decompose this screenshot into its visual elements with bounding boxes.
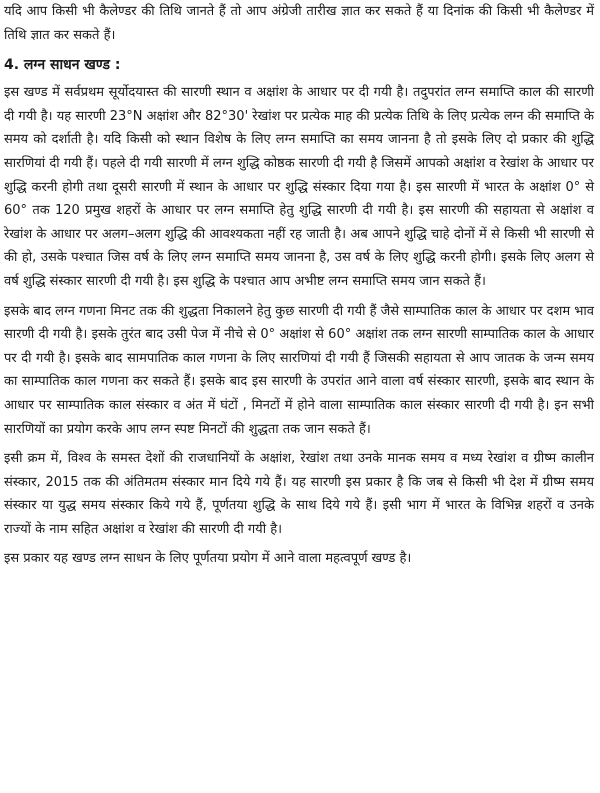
document-page xyxy=(4,0,594,571)
intro-paragraph: यदि आप किसी भी कैलेण्डर की तिथि जानते हैं तो आप अंग्रेजी तारीख ज्ञात कर सकते हैं या दिनांक की किसी भी कैलेण्डर में तिथि ज्ञात कर सकते हैं। xyxy=(4,4,594,43)
section-paragraph-4: इस प्रकार यह खण्ड लग्न साधन के लिए पूर्णतया प्रयोग में आने वाला महत्वपूर्ण खण्ड है। xyxy=(4,551,412,567)
section-paragraph-2: इसके बाद लग्न गणना मिनट तक की शुद्धता निकालने हेतु कुछ सारणी दी गयी हैं जैसे साम्पातिक काल के आधार पर दशम भाव सारणी दी गयी है। इसके तुरंत बाद उसी पेज में नीचे से 0° अक्षांश से 60° अक्षांश तक लग्न सारणी साम्पातिक काल के आधार पर दी गयी है। इसके बाद सामपातिक काल गणना के लिए सारणियां दी गयी हैं जिसकी सहायता से आप जातक के जन्म समय का साम्पातिक काल गणना कर सकते हैं। इसके बाद इस सारणी के उपरांत आने वाला वर्ष संस्कार सारणी, इसके बाद स्थान के आधार पर साम्पातिक काल संस्कार व अंत में घंटों , मिनटों में होने वाला साम्पातिक काल संस्कार सारणी दी गयी है। इन सभी सारणियों का प्रयोग करके आप लग्न स्पष्ट मिनटों की शुद्धता तक जान सकते हैं। xyxy=(4,303,594,437)
section-paragraph-1: इस खण्ड में सर्वप्रथम सूर्योदयास्त की सारणी स्थान व अक्षांश के आधार पर दी गयी है। तदुपरांत लग्न समाप्ति काल की सारणी दी गयी है। यह सारणी 23°N अक्षांश और 82°30' रेखांश पर प्रत्येक माह की प्रत्येक तिथि के लिए प्रत्येक लग्न की समाप्ति के समय को दर्शाती है। यदि किसी को स्थान विशेष के लिए लग्न समाप्ति का समय जानना है तो इसके लिए दो प्रकार की शुद्धि सारणियां दी गयी हैं। पहले दी गयी सारणी में लग्न शुद्धि कोष्ठक सारणी दी गयी है जिसमें आपको अक्षांश व रेखांश के आधार पर शुद्धि करनी होगी तथा दूसरी सारणी में स्थान के आधार पर शुद्धि संस्कार दिया गया है। इस सारणी में भारत के अक्षांश 0° से 60° तक 120 प्रमुख शहरों के आधार पर लग्न समाप्ति हेतु शुद्धि सारणी दी गयी है। इस सारणी की सहायता से अक्षांश व रेखांश के आधार पर अलग–अलग शुद्धि की आवश्यकता नहीं रह जाती है। अब आपने शुद्धि चाहे दोनों में से किसी भी सारणी से की हो, उसके पश्चात जिस वर्ष के लिए लग्न समाप्ति समय जानना है, उस वर्ष के लिए शुद्धि करनी होगी। इसके लिए अलग से वर्ष शुद्धि संस्कार सारणी दी गयी है। इस शुद्धि के पश्चात आप अभीष्ट लग्न समाप्ति समय जान सकते हैं। xyxy=(4,85,594,289)
section-heading: 4. लग्न साधन खण्ड : xyxy=(4,57,121,74)
section-paragraph-3: इसी क्रम में, विश्व के समस्त देशों की राजधानियों के अक्षांश, रेखांश तथा उनके मानक समय व मध्य रेखांश व ग्रीष्म कालीन संस्कार, 2015 तक की अंतिमतम संस्कार मान दिये गये हैं। यह सारणी इस प्रकार है कि जब से किसी भी देश में ग्रीष्म समय संस्कार या युद्ध समय संस्कार किये गये हैं, पूर्णतया शुद्धि के साथ दिये गये हैं। इसी भाग में भारत के विभिन्न शहरों व उनके राज्यों के नाम सहित अक्षांश व रेखांश की सारणी दी गयी है। xyxy=(4,451,594,537)
